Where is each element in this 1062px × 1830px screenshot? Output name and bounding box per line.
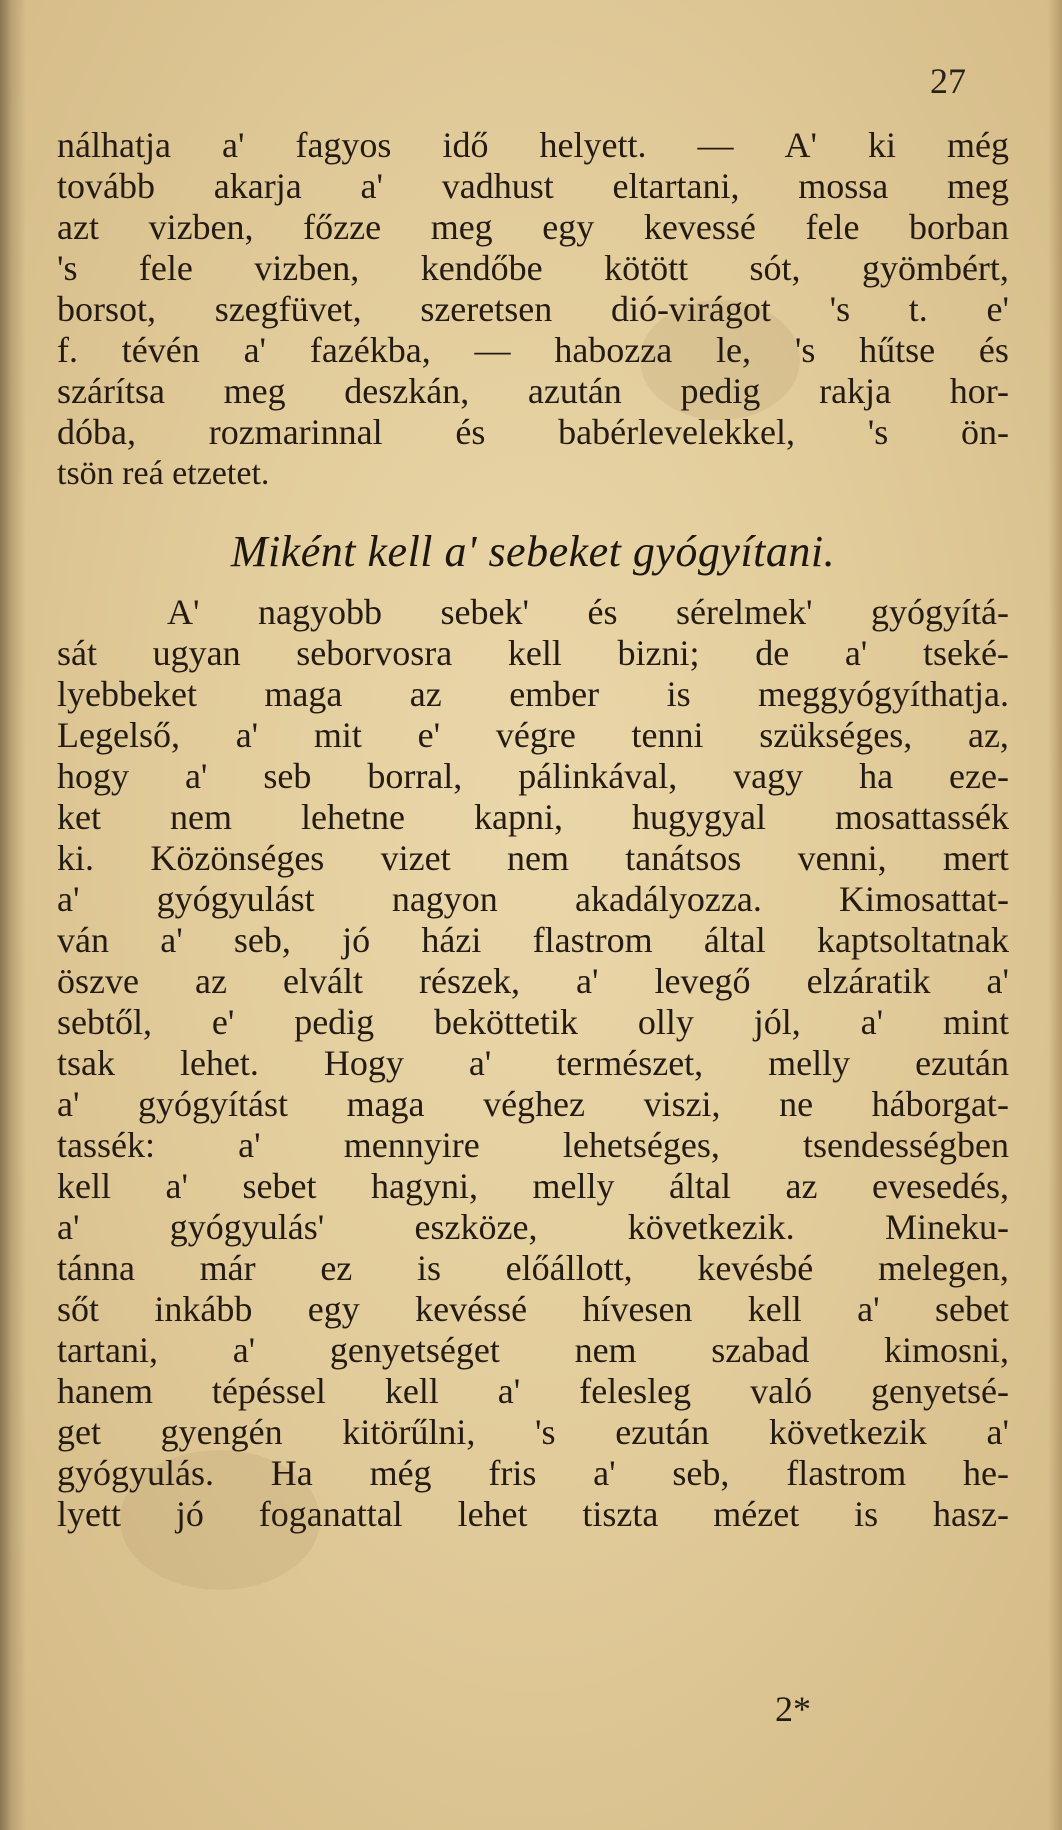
- text-block: [57, 125, 1009, 1535]
- text-line: f. tévén a' fazékba, — habozza le, 's hűtse és: [57, 330, 1009, 370]
- text-line: A' nagyobb sebek' és sérelmek' gyógyítá-: [167, 592, 1009, 632]
- text-line: lyebbeket maga az ember is meggyógyíthatja.: [57, 674, 1009, 714]
- text-line: a' gyógyítást maga véghez viszi, ne háborgat-: [57, 1084, 1009, 1124]
- text-line: ki. Közönséges vizet nem tanátsos venni, mert: [57, 838, 1009, 878]
- text-line: sőt inkább egy kevéssé hívesen kell a' sebet: [57, 1289, 1009, 1329]
- text-line: get gyengén kitörűlni, 's ezután következik a': [57, 1412, 1009, 1452]
- text-line: gyógyulás. Ha még fris a' seb, flastrom he-: [57, 1453, 1009, 1493]
- text-line: hanem tépéssel kell a' felesleg való genyetsé-: [57, 1371, 1009, 1411]
- text-line: Legelső, a' mit e' végre tenni szükséges, az,: [57, 715, 1009, 755]
- signature-mark: 2*: [775, 1689, 811, 1729]
- text-line: a' gyógyulást nagyon akadályozza. Kimosattat-: [57, 879, 1009, 919]
- text-line: öszve az elvált részek, a' levegő elzáratik a': [57, 961, 1009, 1001]
- text-line: tánna már ez is előállott, kevésbé melegen,: [57, 1248, 1009, 1288]
- text-line: borsot, szegfüvet, szeretsen dió-virágot 's t. e': [57, 289, 1009, 329]
- text-line: 's fele vizben, kendőbe kötött sót, gyömbért,: [57, 248, 1009, 288]
- text-line: ván a' seb, jó házi flastrom által kaptsoltatnak: [57, 920, 1009, 960]
- page-number: 27: [930, 61, 966, 101]
- text-line: lyett jó foganattal lehet tiszta mézet is hasz-: [57, 1494, 1009, 1534]
- text-line: sát ugyan seborvosra kell bizni; de a' tseké-: [57, 633, 1009, 673]
- page-edge-shadow: [1048, 0, 1062, 1830]
- text-line: tassék: a' mennyire lehetséges, tsendességben: [57, 1125, 1009, 1165]
- spine-shadow: [0, 0, 26, 1830]
- text-line: hogy a' seb borral, pálinkával, vagy ha eze-: [57, 756, 1009, 796]
- text-line: szárítsa meg deszkán, azután pedig rakja hor-: [57, 371, 1009, 411]
- text-line: tsön reá etzetet.: [57, 455, 270, 492]
- text-line: sebtől, e' pedig beköttetik olly jól, a' mint: [57, 1002, 1009, 1042]
- text-line: dóba, rozmarinnal és babérlevelekkel, 's ön-: [57, 412, 1009, 452]
- paragraph-vadhus: [57, 125, 1009, 494]
- text-line: nálhatja a' fagyos idő helyett. — A' ki még: [57, 125, 1009, 165]
- text-line: a' gyógyulás' eszköze, következik. Mineku-: [57, 1207, 1009, 1247]
- section-heading: Miként kell a' sebeket gyógyítani.: [230, 527, 836, 576]
- text-line: tsak lehet. Hogy a' természet, melly ezután: [57, 1043, 1009, 1083]
- paragraph-sebek: [57, 592, 1009, 1535]
- text-line: tovább akarja a' vadhust eltartani, mossa meg: [57, 166, 1009, 206]
- text-line: azt vizben, főzze meg egy kevessé fele borban: [57, 207, 1009, 247]
- text-line: tartani, a' genyetséget nem szabad kimosni,: [57, 1330, 1009, 1370]
- text-line: kell a' sebet hagyni, melly által az evesedés,: [57, 1166, 1009, 1206]
- text-line: ket nem lehetne kapni, hugygyal mosattassék: [57, 797, 1009, 837]
